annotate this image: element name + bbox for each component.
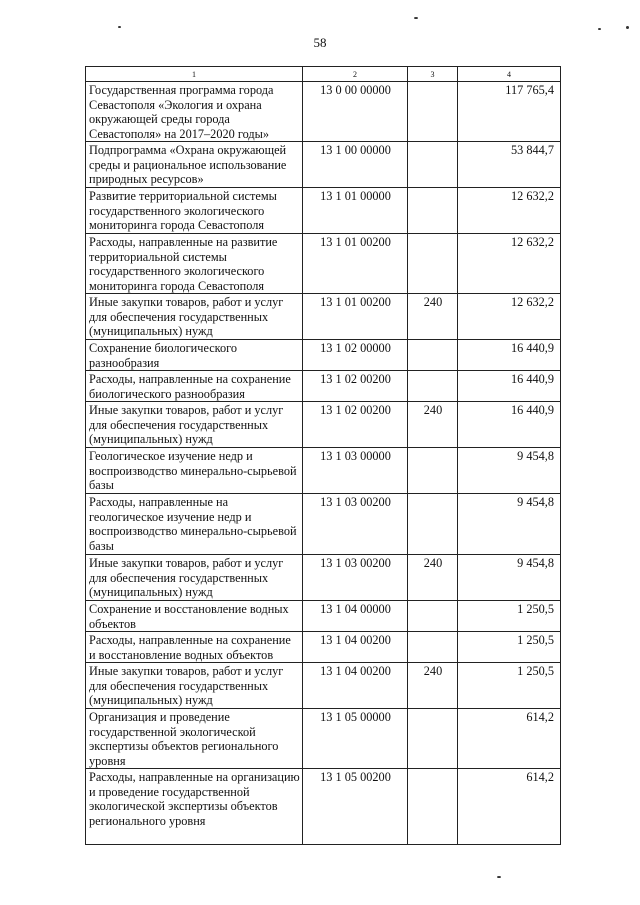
row-name: Иные закупки товаров, работ и услуг для обеспечения государственных (муниципальных) нужд [86,555,303,601]
budget-table [85,66,561,845]
row-name: Иные закупки товаров, работ и услуг для обеспечения государственных (муниципальных) нужд [86,402,303,448]
row-name: Расходы, направленные на организацию и проведение государственной экологической экспертизы объектов регионального уровня [86,769,303,845]
row-type [408,494,458,555]
header-col-3: 3 [408,67,458,82]
table-row [86,82,561,142]
row-amount: 117 765,4 [458,82,561,142]
row-code: 13 1 04 00000 [303,601,408,632]
row-type [408,632,458,663]
row-name: Расходы, направленные на геологическое изучение недр и воспроизводство минерально-сырьевой базы [86,494,303,555]
row-type [408,340,458,371]
row-type: 240 [408,402,458,448]
row-name: Государственная программа города Севастополя «Экология и охрана окружающей среды города Севастополя» на 2017–2020 годы» [86,82,303,142]
row-code: 13 1 05 00200 [303,769,408,845]
scan-speck [414,17,418,19]
row-code: 13 1 02 00200 [303,371,408,402]
row-type [408,142,458,188]
row-amount: 16 440,9 [458,371,561,402]
row-name: Подпрограмма «Охрана окружающей среды и рациональное использование природных ресурсов» [86,142,303,188]
row-type [408,769,458,845]
row-name: Геологическое изучение недр и воспроизводство минерально-сырьевой базы [86,448,303,494]
row-amount: 16 440,9 [458,402,561,448]
table-row [86,142,561,188]
row-name: Организация и проведение государственной экологической экспертизы объектов регионального уровня [86,709,303,769]
row-amount: 1 250,5 [458,601,561,632]
row-code: 13 1 01 00000 [303,188,408,234]
scan-speck [598,28,601,30]
row-amount: 1 250,5 [458,632,561,663]
row-code: 13 1 03 00200 [303,494,408,555]
row-code: 13 1 01 00200 [303,294,408,340]
row-code: 13 1 03 00200 [303,555,408,601]
row-amount: 1 250,5 [458,663,561,709]
row-name: Иные закупки товаров, работ и услуг для обеспечения государственных (муниципальных) нужд [86,663,303,709]
row-code: 13 1 05 00000 [303,709,408,769]
row-amount: 53 844,7 [458,142,561,188]
row-amount: 614,2 [458,709,561,769]
table-row [86,663,561,709]
row-type [408,188,458,234]
row-type [408,234,458,294]
row-name: Сохранение биологического разнообразия [86,340,303,371]
header-col-2: 2 [303,67,408,82]
row-name: Иные закупки товаров, работ и услуг для обеспечения государственных (муниципальных) нужд [86,294,303,340]
scan-speck [497,876,501,878]
row-amount: 12 632,2 [458,294,561,340]
table-row [86,632,561,663]
row-type: 240 [408,294,458,340]
row-type [408,709,458,769]
row-amount: 614,2 [458,769,561,845]
page-number: 58 [313,35,327,50]
row-code: 13 1 00 00000 [303,142,408,188]
row-type: 240 [408,663,458,709]
row-type [408,448,458,494]
row-name: Развитие территориальной системы государственного экологического мониторинга города Севастополя [86,188,303,234]
row-name: Сохранение и восстановление водных объектов [86,601,303,632]
table-row [86,769,561,845]
table-row [86,371,561,402]
header-col-4: 4 [458,67,561,82]
row-amount: 9 454,8 [458,555,561,601]
table-row [86,340,561,371]
table-body [86,82,561,845]
row-code: 13 0 00 00000 [303,82,408,142]
row-amount: 9 454,8 [458,494,561,555]
row-code: 13 1 04 00200 [303,632,408,663]
row-type: 240 [408,555,458,601]
row-type [408,82,458,142]
table-row [86,188,561,234]
row-code: 13 1 02 00000 [303,340,408,371]
table-row [86,448,561,494]
table-row [86,234,561,294]
row-name: Расходы, направленные на сохранение биологического разнообразия [86,371,303,402]
header-col-1: 1 [86,67,303,82]
row-amount: 9 454,8 [458,448,561,494]
row-code: 13 1 04 00200 [303,663,408,709]
row-name: Расходы, направленные на сохранение и восстановление водных объектов [86,632,303,663]
row-amount: 12 632,2 [458,188,561,234]
table-row [86,494,561,555]
scan-speck [626,26,629,29]
table-row [86,555,561,601]
row-code: 13 1 03 00000 [303,448,408,494]
row-code: 13 1 01 00200 [303,234,408,294]
table-row [86,294,561,340]
table-header [86,67,561,82]
table-row [86,402,561,448]
row-type [408,371,458,402]
row-amount: 16 440,9 [458,340,561,371]
table-row [86,601,561,632]
row-code: 13 1 02 00200 [303,402,408,448]
row-type [408,601,458,632]
row-name: Расходы, направленные на развитие территориальной системы государственного экологического мониторинга города Севастополя [86,234,303,294]
row-amount: 12 632,2 [458,234,561,294]
header-row [86,67,561,82]
scan-speck [118,26,121,28]
table-row [86,709,561,769]
